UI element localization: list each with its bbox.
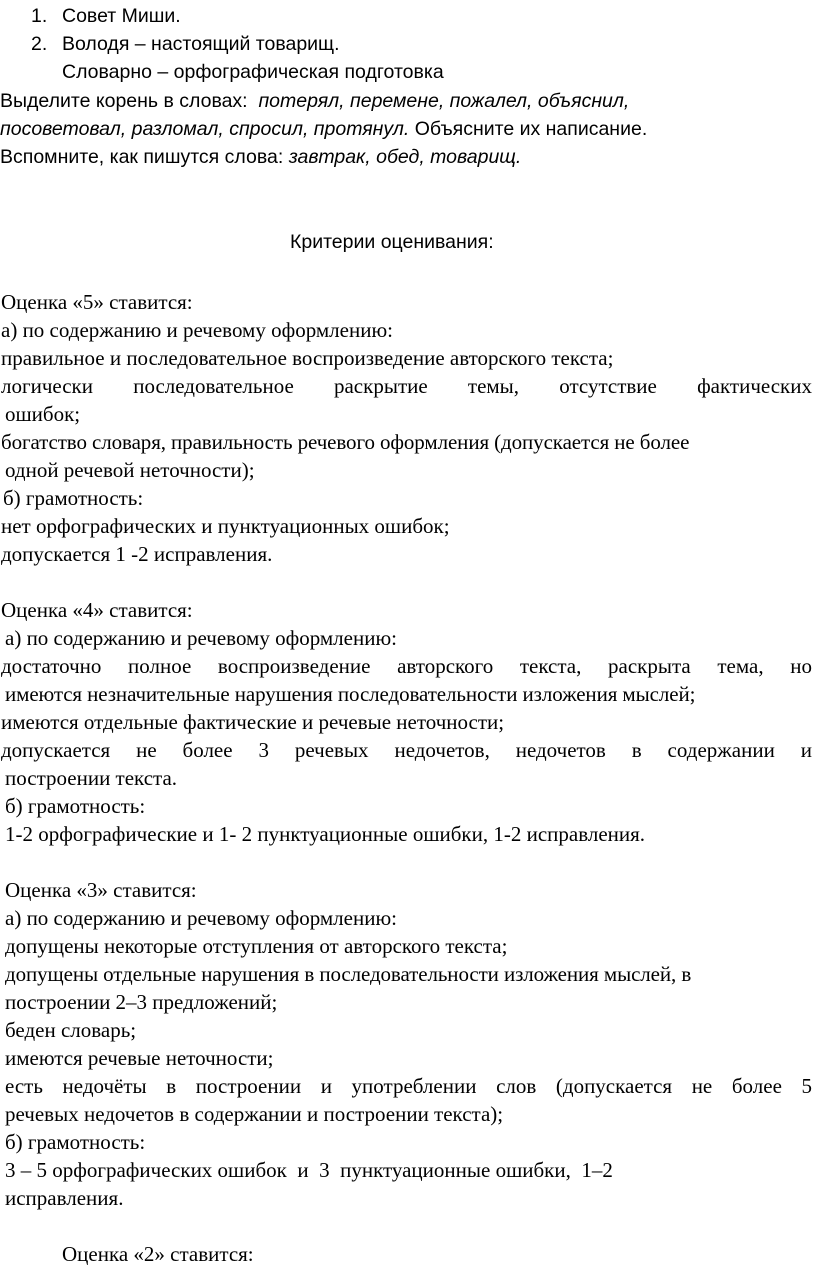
grade3-b: б) грамотность: (5, 1130, 146, 1154)
grade3-line-4: имеются речевые неточности; (5, 1046, 274, 1070)
grade4-b: б) грамотность: (5, 794, 146, 818)
grade4-line-1-cont: имеются незначительные нарушения последовательности изложения мыслей; (5, 682, 696, 706)
grade5-line-2: логически последовательное раскрытие темы, отсутствие фактических (1, 374, 812, 398)
grade4-a: а) по содержанию и речевому оформлению: (5, 626, 397, 650)
grade3-line-6: 3 – 5 орфографических ошибок и 3 пунктуационные ошибки, 1–2 (5, 1158, 613, 1182)
list-number: 2. (31, 33, 48, 55)
grade5-line-3-cont: одной речевой неточности); (5, 458, 255, 482)
list-text: Совет Миши. (62, 5, 181, 27)
grade5-line-2-cont: ошибок; (5, 402, 81, 426)
grade5-line-3: богатство словаря, правильность речевого оформления (допускается не более (1, 430, 690, 454)
grade4-line-2: имеются отдельные фактические и речевые неточности; (1, 710, 505, 734)
grade5-a: а) по содержанию и речевому оформлению: (1, 318, 393, 342)
vocab-line-1: Выделите корень в словах: потерял, перемене, пожалел, объяснил, (0, 90, 630, 112)
grade3-line-5-cont: речевых недочетов в содержании и построении текста); (5, 1102, 504, 1126)
list-number: 1. (31, 5, 48, 27)
grade3-a: а) по содержанию и речевому оформлению: (5, 906, 397, 930)
grade5-line-4: нет орфографических и пунктуационных ошибок; (1, 514, 450, 538)
list-text: Володя – настоящий товарищ. (62, 33, 340, 55)
criteria-title: Критерии оценивания: (290, 231, 494, 253)
grade4-heading: Оценка «4» ставится: (1, 598, 193, 622)
list-item-2 (31, 30, 340, 58)
grade3-line-3: беден словарь; (5, 1018, 137, 1042)
grade3-line-1: допущены некоторые отступления от авторского текста; (5, 934, 508, 958)
grade4-line-3-cont: построении текста. (5, 766, 178, 790)
grade4-line-1: достаточно полное воспроизведение авторского текста, раскрыта тема, но (1, 654, 812, 678)
grade3-line-6-cont: исправления. (5, 1186, 124, 1210)
grade3-line-2: допущены отдельные нарушения в последовательности изложения мыслей, в (5, 962, 692, 986)
grade5-line-5: допускается 1 -2 исправления. (1, 542, 273, 566)
subtitle: Словарно – орфографическая подготовка (62, 61, 444, 83)
vocab-line-2: посоветовал, разломал, спросил, протянул. Объясните их написание. (0, 118, 648, 140)
grade5-line-1: правильное и последовательное воспроизведение авторского текста; (1, 346, 614, 370)
grade4-line-3: допускается не более 3 речевых недочетов, недочетов в содержании и (1, 738, 812, 762)
grade5-b: б) грамотность: (3, 486, 144, 510)
list-item-1 (31, 2, 181, 30)
grade3-line-2-cont: построении 2–3 предложений; (5, 990, 278, 1014)
grade3-heading: Оценка «3» ставится: (5, 878, 197, 902)
vocab-line-3: Вспомните, как пишутся слова: завтрак, обед, товарищ. (0, 146, 522, 168)
grade3-line-5: есть недочёты в построении и употреблении слов (допускается не более 5 (5, 1074, 812, 1098)
grade5-heading: Оценка «5» ставится: (1, 290, 193, 314)
grade2-heading: Оценка «2» ставится: (62, 1242, 254, 1266)
grade4-line-4: 1-2 орфографические и 1- 2 пунктуационные ошибки, 1-2 исправления. (5, 822, 646, 846)
